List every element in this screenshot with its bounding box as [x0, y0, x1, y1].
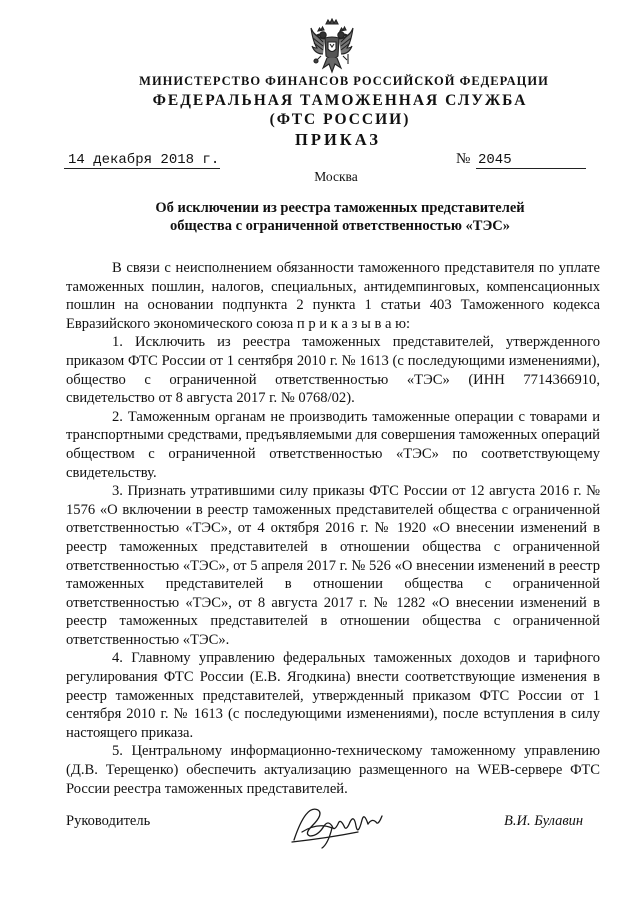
- document-date: 14 декабря 2018 г.: [68, 152, 220, 168]
- document-body: [66, 259, 600, 798]
- document-title-line-1: Об исключении из реестра таможенных представителей: [155, 200, 525, 216]
- clause-2-paragraph: 2. Таможенным органам не производить таможенные операции с товарами и транспортными средствами, предъявляемыми для совершения таможенных операций обществом с ограниченной ответственностью «ТЭС» по соответствующему свидетельству.: [66, 408, 600, 481]
- clause-1-paragraph: 1. Исключить из реестра таможенных представителей, утвержденного приказом ФТС России от 1 сентября 2010 г. № 1613 (с последующими изменениями), общество с ограниченной ответственностью «ТЭС» (ИНН 7714366910, свидетельство от 8 августа 2017 г. № 0768/02).: [66, 334, 600, 407]
- document-type: ПРИКАЗ: [295, 130, 381, 149]
- document-number: 2045: [478, 152, 512, 168]
- service-name: ФЕДЕРАЛЬНАЯ ТАМОЖЕННАЯ СЛУЖБА: [152, 92, 528, 109]
- issue-city: Москва: [314, 169, 358, 184]
- clause-5-paragraph: 5. Центральному информационно-техническому таможенному управлению (Д.В. Терещенко) обеспечить актуализацию размещенного на WEB-сервере ФТС России реестра таможенных представителей.: [66, 743, 600, 797]
- clause-4-paragraph: 4. Главному управлению федеральных таможенных доходов и тарифного регулирования ФТС России (Е.В. Ягодкина) внести соответствующие изменения в реестр таможенных представителей, утвержденный приказом ФТС России от 1 сентября 2010 г. № 1613 (с последующими изменениями), после вступления в силу настоящего приказа.: [66, 650, 600, 741]
- state-emblem-icon: [309, 18, 355, 76]
- ministry-name: МИНИСТЕРСТВО ФИНАНСОВ РОССИЙСКОЙ ФЕДЕРАЦИИ: [139, 74, 549, 88]
- handwritten-signature: [288, 796, 388, 852]
- signer-role: Руководитель: [66, 813, 151, 829]
- signer-name: В.И. Булавин: [504, 813, 584, 829]
- number-sign: №: [456, 151, 471, 167]
- document-title-line-2: общества с ограниченной ответственностью «ТЭС»: [169, 218, 511, 234]
- clause-3-paragraph: 3. Признать утратившими силу приказы ФТС России от 12 августа 2016 г. № 1576 «О включении в реестр таможенных представителей общества с ограниченной ответственностью «ТЭС», от 4 октября 2016 г. № 1920 «О внесении изменений в реестр таможенных представителей в отношении общества с ограниченной ответственностью «ТЭС», от 5 апреля 2017 г. № 526 «О внесении изменений в реестр таможенных представителей в отношении общества с ограниченной ответственностью «ТЭС», от 8 августа 2017 г. № 1282 «О внесении изменений в реестр таможенных представителей в отношении общества с ограниченной ответственностью «ТЭС».: [66, 483, 600, 648]
- service-abbreviation: (ФТС РОССИИ): [269, 111, 411, 128]
- preamble-paragraph: В связи с неисполнением обязанности таможенного представителя по уплате таможенных пошлин, налогов, специальных, антидемпинговых, компенсационных пошлин на основании подпункта 2 пункта 1 статьи 403 Таможенного кодекса Евразийского экономического союза п р и к а з ы в а ю:: [66, 260, 600, 332]
